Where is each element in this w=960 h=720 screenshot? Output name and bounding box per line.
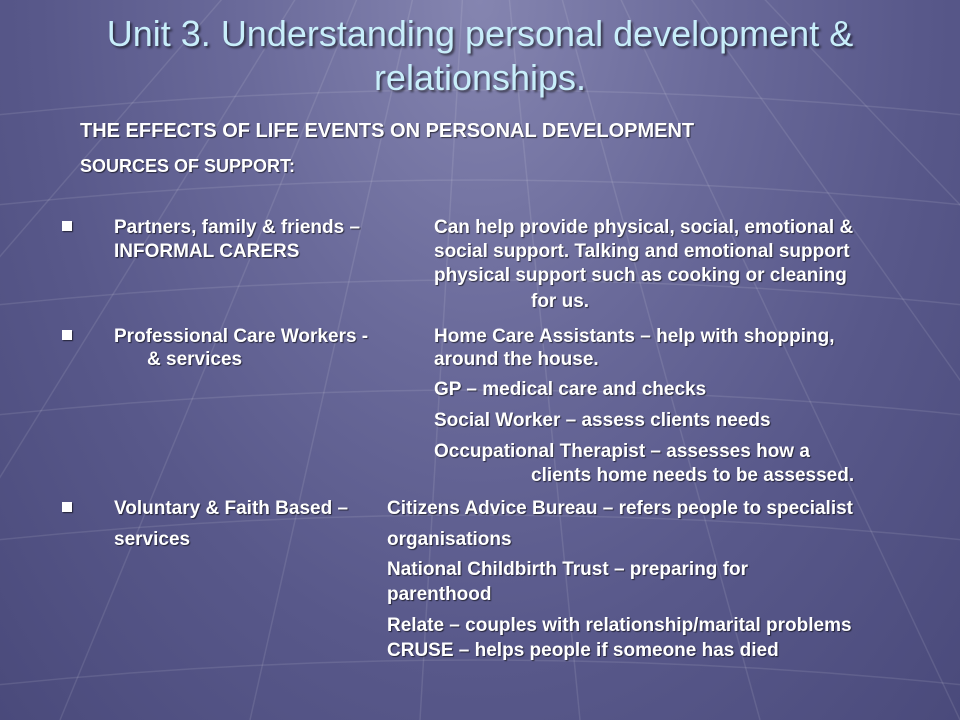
item-2-left-line-2: & services: [147, 349, 243, 370]
item-2-desc-line-1: Home Care Assistants – help with shopping,: [434, 326, 835, 347]
item-1-desc-line-2: social support. Talking and emotional support: [434, 241, 850, 262]
item-3-left-line-1: Voluntary & Faith Based –: [114, 498, 349, 519]
item-3-left-line-2: services: [114, 529, 191, 550]
item-3-desc-line-1: Citizens Advice Bureau – refers people to specialist: [387, 498, 854, 519]
item-3-desc-line-6: CRUSE – helps people if someone has died: [387, 640, 779, 661]
item-1-left-line-1: Partners, family & friends –: [114, 217, 361, 238]
item-2-desc-line-5: Occupational Therapist – assesses how a: [434, 441, 810, 462]
item-3-desc-line-3: National Childbirth Trust – preparing for: [387, 559, 749, 580]
item-3-desc-line-2: organisations: [387, 529, 512, 550]
item-1-desc-line-3: physical support such as cooking or cleaning: [434, 265, 847, 286]
slide-title-line-2: relationships.: [373, 57, 587, 98]
item-2-desc-line-3: GP – medical care and checks: [434, 379, 707, 400]
item-2-desc-line-6: clients home needs to be assessed.: [531, 465, 855, 486]
item-2-desc-line-2: around the house.: [434, 349, 599, 370]
section-heading: THE EFFECTS OF LIFE EVENTS ON PERSONAL DEVELOPMENT: [80, 120, 695, 142]
item-2-left-line-1: Professional Care Workers -: [114, 326, 369, 347]
item-3-desc-line-5: Relate – couples with relationship/marital problems: [387, 615, 852, 636]
item-1-desc-line-1: Can help provide physical, social, emotional &: [434, 217, 854, 238]
item-3-desc-line-4: parenthood: [387, 584, 492, 605]
slide-title-line-1: Unit 3. Understanding personal development &: [106, 13, 854, 54]
item-1-left-line-2: INFORMAL CARERS: [114, 241, 300, 262]
bullet-icon: [62, 330, 72, 340]
bullet-icon: [62, 502, 72, 512]
slide-title: [40, 12, 920, 100]
item-2-desc-line-4: Social Worker – assess clients needs: [434, 410, 771, 431]
section-subheading: SOURCES OF SUPPORT:: [80, 156, 296, 176]
item-1-desc-line-4: for us.: [531, 291, 590, 312]
bullet-icon: [62, 221, 72, 231]
